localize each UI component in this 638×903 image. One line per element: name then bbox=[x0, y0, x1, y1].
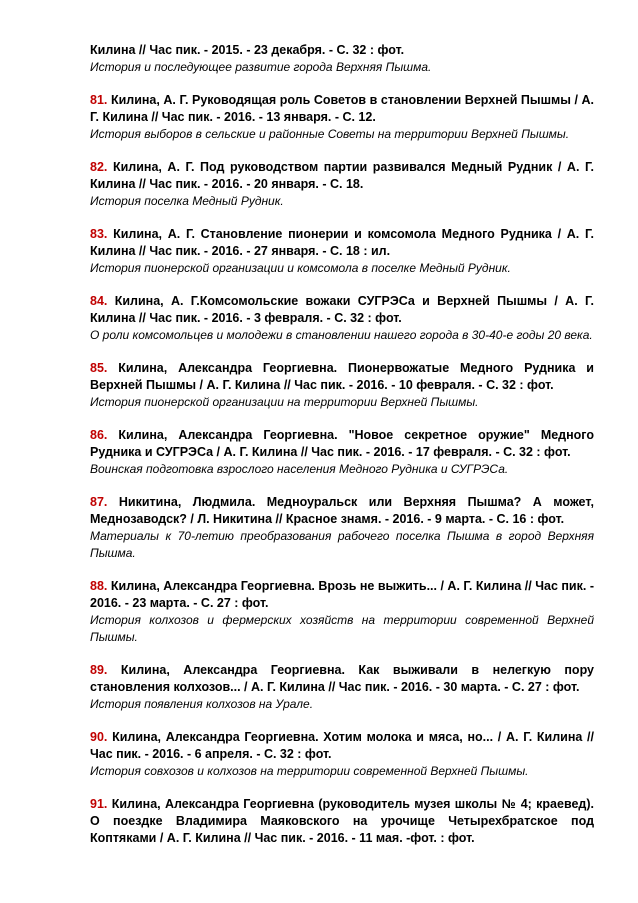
entry-number: 84. bbox=[90, 294, 108, 308]
bibliography-entry-81 bbox=[90, 92, 594, 143]
entry-number: 88. bbox=[90, 579, 108, 593]
entry-number: 87. bbox=[90, 495, 108, 509]
entry-annotation: История выборов в сельские и районные Советы на территории Верхней Пышмы. bbox=[90, 127, 570, 141]
entry-annotation: История поселка Медный Рудник. bbox=[90, 194, 284, 208]
entry-annotation: История пионерской организации на территории Верхней Пышмы. bbox=[90, 395, 479, 409]
entry-annotation: История совхозов и колхозов на территории современной Верхней Пышмы. bbox=[90, 764, 529, 778]
bibliography-entry-91 bbox=[90, 796, 594, 847]
entry-number: 81. bbox=[90, 93, 108, 107]
entry-citation: Килина, Александра Георгиевна. Как выживали в нелегкую пору становления колхозов... / А. Г. Килина // Час пик. - 2016. - 30 марта. - С. 27 : фот. bbox=[90, 663, 594, 694]
entry-number: 90. bbox=[90, 730, 108, 744]
entry-citation: Килина, А. Г.Комсомольские вожаки СУГРЭСа и Верхней Пышмы / А. Г. Килина // Час пик. - 2016. - 3 февраля. - С. 32 : фот. bbox=[90, 294, 594, 325]
entry-citation: Килина, Александра Георгиевна (руководитель музея школы № 4; краевед). О поездке Владимира Маяковского на урочище Четырехбратское под Коптяками / А. Г. Килина // Час пик. - 2016. - 11 мая. -фот. : фот. bbox=[90, 797, 594, 845]
bibliography-entry-89 bbox=[90, 662, 594, 713]
bibliography-entry-intro bbox=[90, 42, 594, 76]
entry-annotation: О роли комсомольцев и молодежи в становлении нашего города в 30-40-е годы 20 века. bbox=[90, 328, 593, 342]
entry-number: 86. bbox=[90, 428, 108, 442]
entry-citation: Килина, Александра Георгиевна. Хотим молока и мяса, но... / А. Г. Килина // Час пик. - 2016. - 6 апреля. - С. 32 : фот. bbox=[90, 730, 594, 761]
entry-citation: Килина // Час пик. - 2015. - 23 декабря. - С. 32 : фот. bbox=[90, 43, 405, 57]
entry-citation: Килина, Александра Георгиевна. "Новое секретное оружие" Медного Рудника и СУГРЭСа / А. Г. Килина // Час пик. - 2016. - 17 февраля. - С. 32 : фот. bbox=[90, 428, 594, 459]
bibliography-entry-90 bbox=[90, 729, 594, 780]
entry-citation: Килина, А. Г. Руководящая роль Советов в становлении Верхней Пышмы / А. Г. Килина // Час пик. - 2016. - 13 января. - С. 12. bbox=[90, 93, 594, 124]
bibliography-entry-88 bbox=[90, 578, 594, 646]
bibliography-entry-87 bbox=[90, 494, 594, 562]
entry-citation: Килина, А. Г. Становление пионерии и комсомола Медного Рудника / А. Г. Килина // Час пик. - 2016. - 27 января. - С. 18 : ил. bbox=[90, 227, 594, 258]
entry-number: 82. bbox=[90, 160, 108, 174]
entry-number: 85. bbox=[90, 361, 108, 375]
entry-annotation: Воинская подготовка взрослого населения Медного Рудника и СУГРЭСа. bbox=[90, 462, 509, 476]
bibliography-entry-83 bbox=[90, 226, 594, 277]
bibliography-entry-86 bbox=[90, 427, 594, 478]
entry-number: 91. bbox=[90, 797, 108, 811]
entry-annotation: Материалы к 70-летию преобразования рабочего поселка Пышма в город Верхняя Пышма. bbox=[90, 529, 594, 560]
entry-citation: Килина, Александра Георгиевна. Пионервожатые Медного Рудника и Верхней Пышмы / А. Г. Килина // Час пик. - 2016. - 10 февраля. - С. 32 : фот. bbox=[90, 361, 594, 392]
entry-number: 83. bbox=[90, 227, 108, 241]
bibliography-entry-85 bbox=[90, 360, 594, 411]
entry-annotation: История и последующее развитие города Верхняя Пышма. bbox=[90, 60, 432, 74]
bibliography-entry-84 bbox=[90, 293, 594, 344]
entry-number: 89. bbox=[90, 663, 108, 677]
entry-annotation: История колхозов и фермерских хозяйств на территории современной Верхней Пышмы. bbox=[90, 613, 594, 644]
bibliography-entry-82 bbox=[90, 159, 594, 210]
entry-citation: Килина, Александра Георгиевна. Врозь не выжить... / А. Г. Килина // Час пик. - 2016. - 23 марта. - С. 27 : фот. bbox=[90, 579, 594, 610]
document-page bbox=[90, 42, 594, 863]
entry-annotation: История появления колхозов на Урале. bbox=[90, 697, 314, 711]
entry-citation: Никитина, Людмила. Медноуральск или Верхняя Пышма? А может, Меднозаводск? / Л. Никитина // Красное знамя. - 2016. - 9 марта. - С. 16 : фот. bbox=[90, 495, 594, 526]
entry-annotation: История пионерской организации и комсомола в поселке Медный Рудник. bbox=[90, 261, 511, 275]
entry-citation: Килина, А. Г. Под руководством партии развивался Медный Рудник / А. Г. Килина // Час пик. - 2016. - 20 января. - С. 18. bbox=[90, 160, 594, 191]
